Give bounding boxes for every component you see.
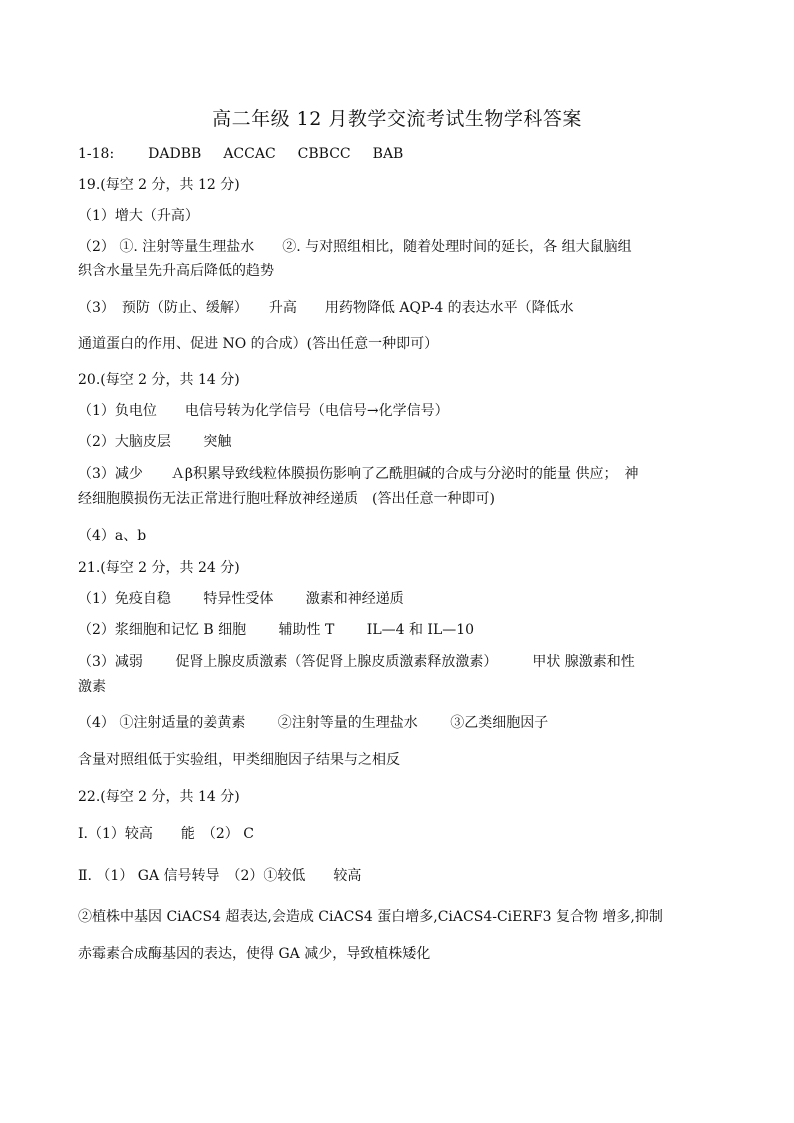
mc-group-1: DADBB [148, 146, 202, 162]
q20-line-2: （2）大脑皮层 突触 [78, 434, 232, 450]
q20-line-5: （4）a、b [78, 528, 147, 544]
multiple-choice-answers [78, 144, 403, 164]
mc-label: 1-18: [78, 146, 115, 162]
q19-line-4: （3） 预防（防止、缓解） 升高 用药物降低 AQP-4 的表达水平（降低水 [78, 300, 574, 316]
q19-line-1: （1）增大（升高） [78, 208, 199, 224]
q21-line-1: （1）免疫自稳 特异性受体 激素和神经递质 [78, 591, 404, 607]
q21-line-6: 含量对照组低于实验组，甲类细胞因子结果与之相反 [78, 752, 400, 768]
q22-line-1: Ⅰ.（1）较高 能 （2） C [78, 826, 254, 842]
q19-header: 19.(每空 2 分，共 12 分) [78, 177, 240, 193]
q22-header: 22.(每空 2 分，共 14 分) [78, 789, 240, 805]
q20-line-3: （3）减少 Ａβ积累导致线粒体膜损伤影响了乙酰胆碱的合成与分泌时的能量 供应； 神 [78, 466, 639, 482]
q20-header: 20.(每空 2 分，共 14 分) [78, 372, 240, 388]
q21-line-3: （3）减弱 促肾上腺皮质激素（答促肾上腺皮质激素释放激素） 甲状 腺激素和性 [78, 654, 635, 670]
q21-line-4: 激素 [78, 679, 106, 695]
q22-line-2: Ⅱ. （1） GA 信号转导 （2）①较低 较高 [78, 868, 362, 884]
q20-line-1: （1）负电位 电信号转为化学信号（电信号→化学信号） [78, 403, 449, 419]
q19-line-3: 织含水量呈先升高后降低的趋势 [78, 263, 274, 279]
mc-group-3: CBBCC [297, 146, 351, 162]
q21-line-5: （4） ①注射适量的姜黄素 ②注射等量的生理盐水 ③乙类细胞因子 [78, 715, 549, 731]
q22-line-3: ②植株中基因 CiACS4 超表达,会造成 CiACS4 蛋白增多,CiACS4-CiERF3 复合物 增多,抑制 [78, 909, 663, 925]
q20-line-4: 经细胞膜损伤无法正常进行胞吐释放神经递质 (答出任意一种即可) [78, 491, 495, 507]
mc-group-4: BAB [372, 146, 404, 162]
document-title: 高二年级 12 月教学交流考试生物学科答案 [212, 108, 582, 130]
q19-line-2: （2） ①. 注射等量生理盐水 ②. 与对照组相比，随着处理时间的延长，各 组大鼠脑组 [78, 239, 632, 255]
q22-line-4: 赤霉素合成酶基因的表达，使得 GA 减少，导致植株矮化 [78, 946, 431, 962]
q21-header: 21.(每空 2 分，共 24 分) [78, 560, 240, 576]
mc-group-2: ACCAC [223, 146, 276, 162]
q21-line-2: （2）浆细胞和记忆 B 细胞 辅助性 T IL—4 和 IL—10 [78, 622, 475, 638]
q19-line-5: 通道蛋白的作用、促进 NO 的合成）(答出任意一种即可） [78, 336, 439, 352]
